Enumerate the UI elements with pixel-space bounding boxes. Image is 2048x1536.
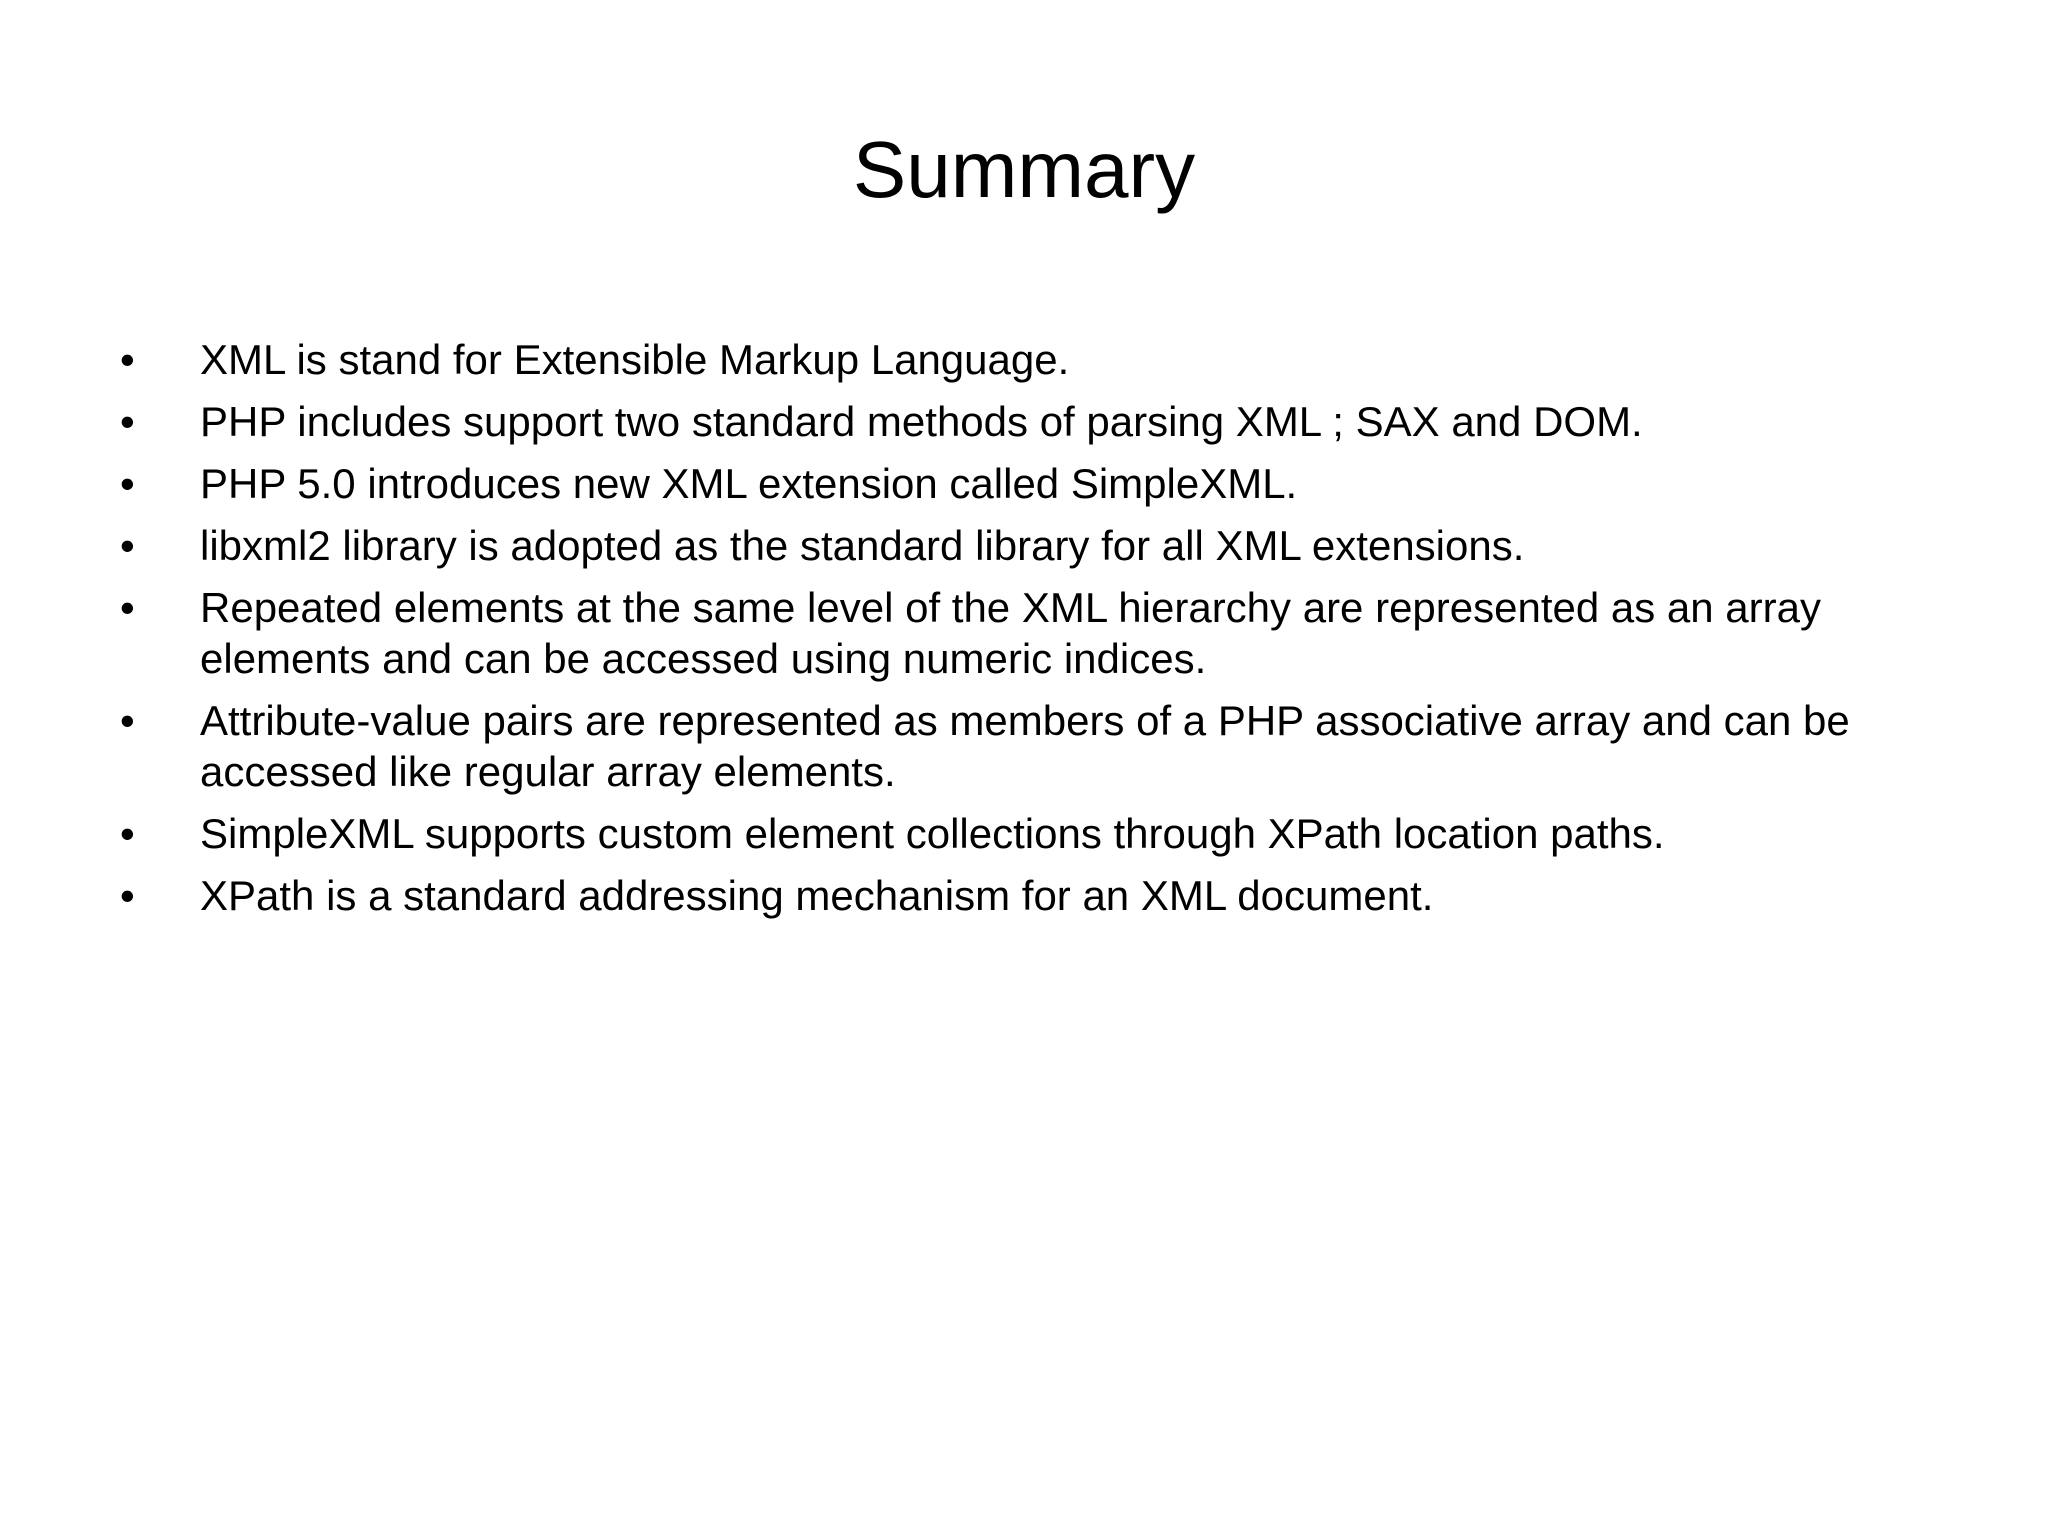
bullet-text: PHP includes support two standard methods of parsing XML ; SAX and DOM. (200, 398, 1643, 445)
bullet-item (120, 870, 1950, 921)
bullet-dot-icon: • (120, 810, 135, 857)
bullet-text: SimpleXML supports custom element collections through XPath location paths. (200, 810, 1665, 857)
bullet-dot-icon: • (120, 398, 135, 445)
bullet-item (120, 582, 1950, 684)
bullet-dot-icon: • (120, 460, 135, 507)
bullet-item (120, 396, 1950, 447)
bullet-text: Attribute-value pairs are represented as members of a PHP associative array and can be accessed like regular array elements. (200, 697, 1850, 795)
bullet-text: XPath is a standard addressing mechanism for an XML document. (200, 872, 1434, 919)
bullet-dot-icon: • (120, 522, 135, 569)
bullet-text: XML is stand for Extensible Markup Language. (200, 336, 1070, 383)
bullet-item (120, 458, 1950, 509)
bullet-dot-icon: • (120, 336, 135, 383)
bullet-item (120, 808, 1950, 859)
bullet-list (120, 334, 1950, 932)
bullet-item (120, 695, 1950, 797)
bullet-text: PHP 5.0 introduces new XML extension called SimpleXML. (200, 460, 1298, 507)
bullet-dot-icon: • (120, 584, 135, 631)
bullet-item (120, 520, 1950, 571)
bullet-text: Repeated elements at the same level of the XML hierarchy are represented as an array elements and can be accessed using numeric indices. (200, 584, 1821, 682)
bullet-dot-icon: • (120, 697, 135, 744)
bullet-text: libxml2 library is adopted as the standard library for all XML extensions. (200, 522, 1525, 569)
bullet-dot-icon: • (120, 872, 135, 919)
bullet-item (120, 334, 1950, 385)
slide-title: Summary (852, 125, 1196, 214)
